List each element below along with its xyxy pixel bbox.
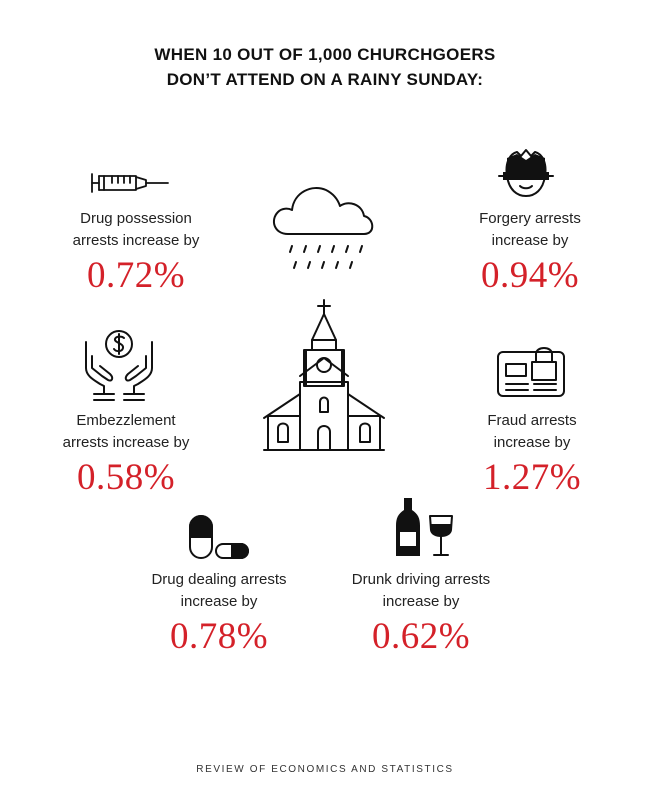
title-line-2: DON’T ATTEND ON A RAINY SUNDAY:: [166, 70, 484, 89]
stat-label-line-2: increase by: [382, 593, 460, 610]
stat-label-line-2: arrests increase by: [62, 434, 190, 451]
chart-title: [0, 42, 650, 92]
source-credit: REVIEW OF ECONOMICS AND STATISTICS: [196, 764, 454, 775]
masked-face-icon: [497, 146, 555, 202]
stat-fraud: [442, 410, 622, 499]
stat-value: 0.72%: [86, 255, 186, 296]
pills-icon: [186, 514, 250, 560]
wine-bottle-glass-icon: [396, 496, 456, 558]
stat-value: 0.58%: [76, 457, 176, 498]
stat-embezzlement: [36, 410, 216, 499]
locked-card-icon: [496, 340, 566, 398]
stat-label-line-1: Drug dealing arrests: [151, 571, 287, 588]
stat-value: 0.94%: [480, 255, 580, 296]
stat-value: 0.78%: [169, 616, 269, 657]
stat-label-line-2: arrests increase by: [72, 232, 200, 249]
stat-label-line-1: Drug possession: [80, 210, 192, 227]
stat-drug-possession: [46, 208, 226, 297]
title-line-1: WHEN 10 OUT OF 1,000 CHURCHGOERS: [154, 45, 496, 64]
stat-label-line-1: Embezzlement: [76, 412, 176, 429]
stat-label-line-2: increase by: [180, 593, 258, 610]
stat-label-line-1: Forgery arrests: [479, 210, 581, 227]
stat-value: 1.27%: [482, 457, 582, 498]
stat-value: 0.62%: [371, 616, 471, 657]
rain-cloud-icon: [268, 178, 380, 274]
stat-forgery: [440, 208, 620, 297]
stat-label-line-1: Fraud arrests: [487, 412, 577, 429]
stat-label-line-2: increase by: [491, 232, 569, 249]
stat-drunk-driving: [326, 569, 516, 658]
church-icon: [262, 298, 386, 454]
stat-label-line-2: increase by: [493, 434, 571, 451]
syringe-icon: [90, 170, 170, 196]
stat-drug-dealing: [124, 569, 314, 658]
stat-label-line-1: Drunk driving arrests: [351, 571, 491, 588]
money-hands-icon: [80, 328, 158, 402]
